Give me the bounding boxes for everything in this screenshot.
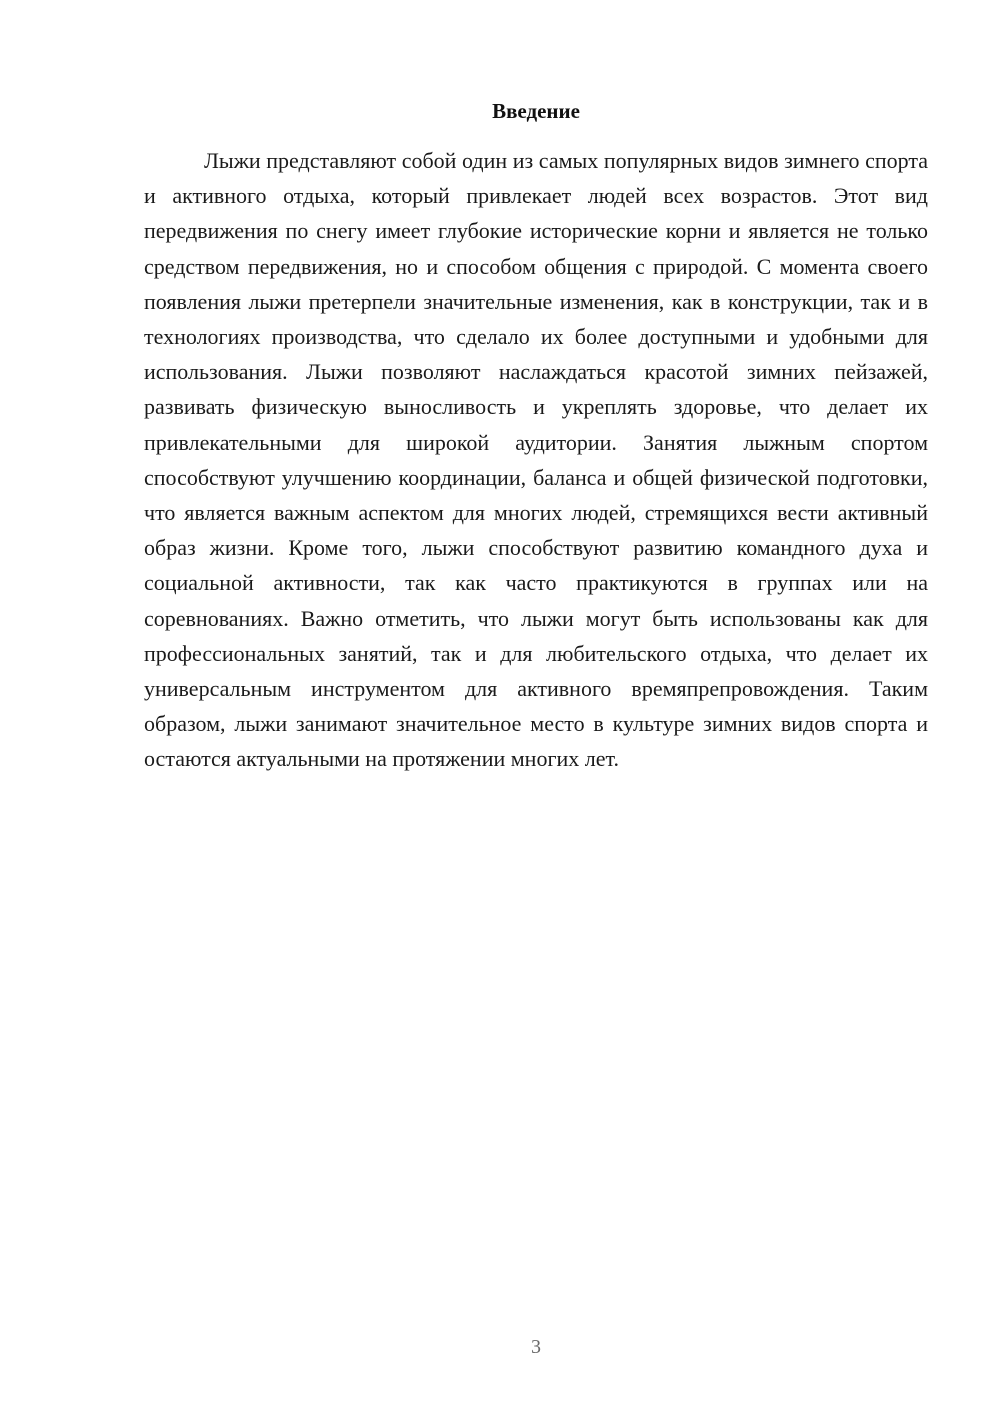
- body-paragraph: Лыжи представляют собой один из самых популярных видов зимнего спорта и активного отдыха, который привлекает людей всех возрастов. Этот вид передвижения по снегу имеет глубокие исторические корни и является не только средством передвижения, но и способом общения с природой. С момента своего появления лыжи претерпели значительные изменения, как в конструкции, так и в технологиях производства, что сделало их более доступными и удобными для использования. Лыжи позволяют наслаждаться красотой зимних пейзажей, развивать физическую выносливость и укреплять здоровье, что делает их привлекательными для широкой аудитории. Занятия лыжным спортом способствуют улучшению координации, баланса и общей физической подготовки, что является важным аспектом для многих людей, стремящихся вести активный образ жизни. Кроме того, лыжи способствуют развитию командного духа и социальной активности, так как часто практикуются в группах или на соревнованиях. Важно отметить, что лыжи могут быть использованы как для профессиональных занятий, так и для любительского отдыха, что делает их универсальным инструментом для активного времяпрепровождения. Таким образом, лыжи занимают значительное место в культуре зимних видов спорта и остаются актуальными на протяжении многих лет.: [144, 148, 928, 772]
- section-heading: Введение: [492, 99, 580, 123]
- page-number: 3: [531, 1336, 541, 1358]
